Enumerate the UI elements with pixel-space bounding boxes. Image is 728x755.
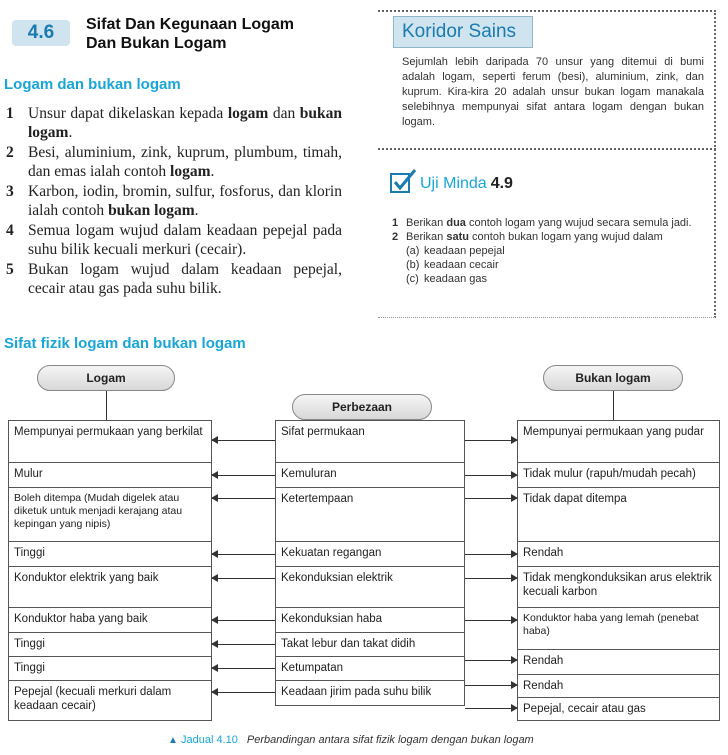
arrow-to-logam [212, 554, 275, 555]
table-cell: Tidak mengkonduksikan arus elektrik kecuali karbon [518, 567, 719, 608]
text-run: . [194, 202, 199, 219]
table-cell: Tinggi [9, 542, 211, 567]
table-cell: Kemuluran [276, 463, 464, 488]
arrow-to-logam [212, 668, 275, 669]
bold-term: satu [446, 231, 469, 243]
option-text: keadaan gas [424, 273, 487, 285]
table-cell: Rendah [518, 675, 719, 698]
table-cell: Tinggi [9, 633, 211, 657]
point-item [6, 104, 342, 142]
point-text [28, 221, 342, 259]
point-item [6, 260, 342, 298]
point-number: 3 [6, 183, 14, 200]
table-cell: Pepejal, cecair atau gas [523, 703, 646, 715]
question-2 [392, 230, 702, 244]
text-run: contoh logam yang wujud secara semula jadi. [465, 217, 692, 229]
table-cell: Sifat permukaan [276, 421, 464, 463]
option-label: (a) [406, 245, 420, 257]
table-cell: Keadaan jirim pada suhu bilik [281, 686, 432, 698]
section-title-line1: Sifat Dan Kegunaan Logam [86, 16, 295, 33]
point-item [6, 143, 342, 181]
bukan-logam-column [517, 420, 720, 721]
table-cell: Rendah [518, 650, 719, 675]
text-run: Unsur dapat dikelaskan kepada [28, 105, 228, 122]
arrow-to-logam [212, 578, 275, 579]
section-title-line2: Dan Bukan Logam [86, 35, 227, 52]
section-number-badge: 4.6 [12, 20, 70, 46]
table-cell: Ketumpatan [276, 657, 464, 681]
text-run: Bukan logam wujud dalam keadaan pepejal, cecair atau gas pada suhu bilik. [28, 261, 342, 297]
koridor-sains-title: Koridor Sains [393, 16, 533, 48]
arrow-to-logam [212, 440, 275, 441]
question-2-text [406, 230, 663, 244]
header-bukan-logam: Bukan logam [543, 365, 683, 391]
question-option [406, 272, 702, 286]
bold-term: logam [227, 105, 269, 122]
text-run: Semua logam wujud dalam keadaan pepejal pada suhu bilik kecuali merkuri (cecair). [28, 222, 342, 258]
connector-line [613, 391, 614, 420]
table-cell: Ketertempaan [276, 488, 464, 542]
arrow-to-logam [212, 620, 275, 621]
bold-term: bukan logam [108, 202, 195, 219]
logam-column [8, 420, 212, 721]
table-cell: Tidak dapat ditempa [518, 488, 719, 542]
triangle-icon: ▲ [168, 735, 178, 746]
point-text [28, 104, 342, 142]
section-title [86, 15, 346, 53]
arrow-to-logam [212, 475, 275, 476]
uji-minda-questions [392, 216, 702, 286]
bold-term: dua [446, 217, 466, 229]
point-number: 1 [6, 105, 14, 122]
caption-label: Jadual 4.10 [180, 734, 238, 746]
uji-minda-number: 4.9 [490, 175, 513, 192]
connector-line [106, 391, 107, 420]
point-text [28, 260, 342, 298]
option-text: keadaan pepejal [424, 245, 505, 257]
header-logam: Logam [37, 365, 175, 391]
table-cell: Kekonduksian haba [276, 608, 464, 633]
table-cell: Mulur [9, 463, 211, 488]
option-label: (c) [406, 273, 419, 285]
arrow-to-bukan-logam [465, 578, 517, 579]
point-number: 2 [6, 144, 14, 161]
table-cell: Konduktor elektrik yang baik [9, 567, 211, 608]
uji-minda-label: Uji Minda [420, 175, 487, 192]
arrow-to-bukan-logam [465, 708, 517, 709]
point-number: 4 [6, 222, 14, 239]
point-item [6, 221, 342, 259]
text-run: . [68, 124, 73, 141]
text-run: Karbon, iodin, bromin, sulfur, fosforus, dan klorin ialah contoh [28, 183, 342, 219]
table-cell: Kekonduksian elektrik [276, 567, 464, 608]
table-cell: Rendah [518, 542, 719, 567]
table-cell: Pepejal (kecuali merkuri dalam keadaan cecair) [14, 686, 172, 712]
koridor-sains-text: Sejumlah lebih daripada 70 unsur yang ditemui di bumi adalah logam, seperti ferum (besi), aluminium, zink, dan kuprum. Kira-kira 20 adalah unsur bukan logam manakala selebihnya mempunyai sifat antara logam dengan bukan logam. [402, 56, 704, 128]
question-number: 1 [392, 217, 399, 229]
bold-term: logam [170, 163, 211, 180]
subheading-logam-bukan-logam: Logam dan bukan logam [4, 76, 181, 93]
dotted-divider [378, 148, 716, 150]
arrow-to-logam [212, 498, 275, 499]
arrow-to-bukan-logam [465, 620, 517, 621]
arrow-to-logam [212, 644, 275, 645]
bold-term: bukan logam [28, 105, 342, 141]
table-cell: Tinggi [9, 657, 211, 681]
point-text [28, 143, 342, 181]
option-label: (b) [406, 259, 420, 271]
point-text [28, 182, 342, 220]
option-text: keadaan cecair [424, 259, 499, 271]
question-2-options [392, 244, 702, 286]
point-number: 5 [6, 261, 14, 278]
numbered-points-list [6, 104, 342, 299]
text-run: . [210, 163, 215, 180]
table-cell: Boleh ditempa (Mudah digelek atau diketuk untuk menjadi kerajang atau kepingan yang nipis) [9, 488, 211, 542]
table-cell: Kekuatan regangan [276, 542, 464, 567]
checkbox-tick-icon [389, 168, 417, 194]
text-run: Berikan [406, 231, 447, 243]
caption-text: Perbandingan antara sifat fizik logam dengan bukan logam [246, 734, 534, 746]
text-run: contoh bukan logam yang wujud dalam [468, 231, 663, 243]
table-cell: Konduktor haba yang lemah (penebat haba) [518, 608, 719, 650]
table-cell: Takat lebur dan takat didih [276, 633, 464, 657]
question-1-text [406, 216, 692, 230]
table-cell: Konduktor haba yang baik [9, 608, 211, 633]
question-1 [392, 216, 702, 230]
arrow-to-bukan-logam [465, 440, 517, 441]
question-option [406, 244, 702, 258]
arrow-to-bukan-logam [465, 554, 517, 555]
table-cell: Tidak mulur (rapuh/mudah pecah) [518, 463, 719, 488]
text-run: Besi, aluminium, zink, kuprum, plumbum, timah, dan emas ialah contoh [28, 144, 342, 180]
question-number: 2 [392, 231, 399, 243]
text-run: Berikan [406, 217, 447, 229]
question-option [406, 258, 702, 272]
point-item [6, 182, 342, 220]
arrow-to-bukan-logam [465, 475, 517, 476]
table-caption [168, 734, 534, 746]
table-cell: Mempunyai permukaan yang pudar [518, 421, 719, 463]
arrow-to-bukan-logam [465, 498, 517, 499]
arrow-to-bukan-logam [465, 660, 517, 661]
header-perbezaan: Perbezaan [292, 394, 432, 420]
subheading-sifat-fizik: Sifat fizik logam dan bukan logam [4, 335, 246, 352]
arrow-to-bukan-logam [465, 685, 517, 686]
uji-minda-title [420, 175, 513, 193]
text-run: dan [268, 105, 300, 122]
table-cell: Mempunyai permukaan yang berkilat [9, 421, 211, 463]
arrow-to-logam [212, 692, 275, 693]
perbezaan-column [275, 420, 465, 706]
